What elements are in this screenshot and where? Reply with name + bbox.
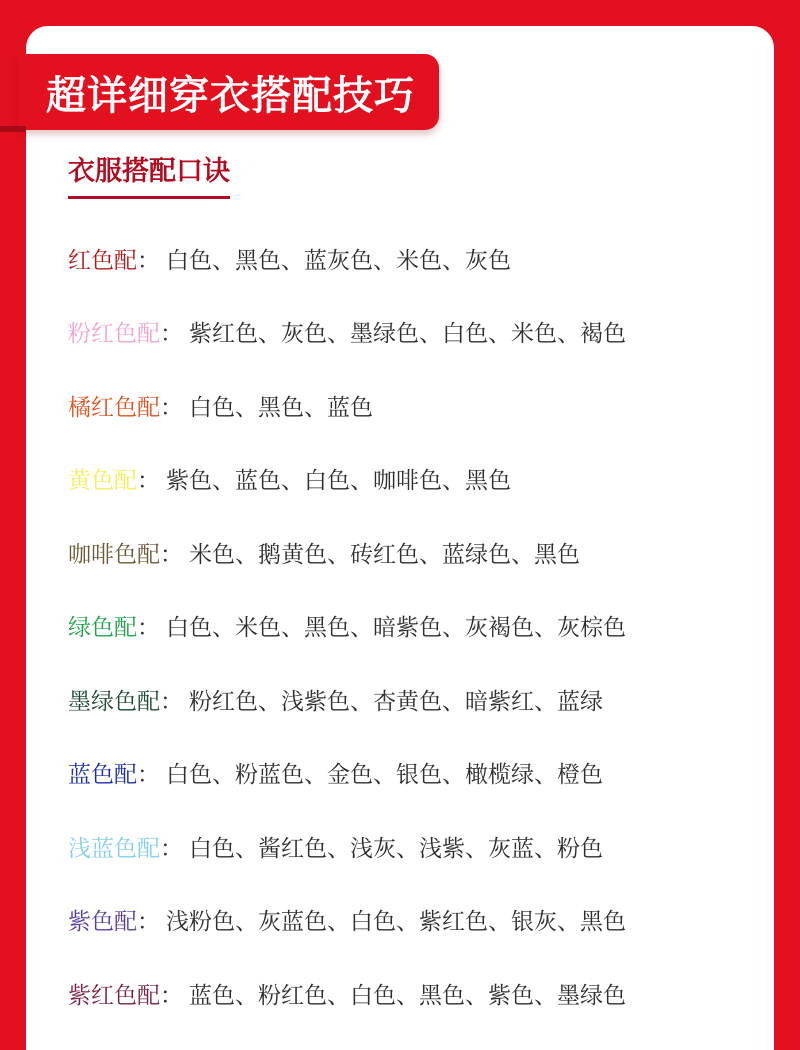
rule-colon: ： [160, 321, 183, 348]
section-heading: 衣服搭配口诀 [68, 152, 230, 199]
rule-label: 咖啡色配 [68, 541, 160, 568]
rule-label: 橘红色配 [68, 394, 160, 421]
banner-fold [0, 126, 26, 132]
rule-row [68, 224, 758, 298]
rule-matches: 粉红色、浅紫色、杏黄色、暗紫红、蓝绿 [189, 688, 603, 715]
rule-row [68, 812, 758, 886]
rule-label: 红色配 [68, 247, 137, 274]
rule-label: 蓝色配 [68, 762, 137, 789]
rule-label: 浅蓝色配 [68, 835, 160, 862]
rule-colon: ： [137, 909, 160, 936]
rule-row [68, 739, 758, 813]
rules-list [68, 224, 758, 1033]
rule-colon: ： [160, 688, 183, 715]
rule-matches: 白色、黑色、蓝色 [189, 394, 373, 421]
rule-colon: ： [137, 762, 160, 789]
rule-matches: 白色、黑色、蓝灰色、米色、灰色 [166, 247, 511, 274]
rule-row [68, 959, 758, 1033]
rule-colon: ： [137, 468, 160, 495]
rule-matches: 白色、粉蓝色、金色、银色、橄榄绿、橙色 [166, 762, 603, 789]
rule-matches: 蓝色、粉红色、白色、黑色、紫色、墨绿色 [189, 982, 626, 1009]
rule-row [68, 371, 758, 445]
rule-row [68, 886, 758, 960]
rule-label: 紫色配 [68, 909, 137, 936]
rule-label: 紫红色配 [68, 982, 160, 1009]
rule-matches: 浅粉色、灰蓝色、白色、紫红色、银灰、黑色 [166, 909, 626, 936]
rule-colon: ： [137, 247, 160, 274]
rule-label: 墨绿色配 [68, 688, 160, 715]
rule-colon: ： [160, 394, 183, 421]
rule-label: 黄色配 [68, 468, 137, 495]
rule-row [68, 665, 758, 739]
rule-row [68, 298, 758, 372]
rule-label: 粉红色配 [68, 321, 160, 348]
rule-matches: 白色、米色、黑色、暗紫色、灰褐色、灰棕色 [166, 615, 626, 642]
rule-row [68, 445, 758, 519]
content-card [26, 26, 774, 1050]
rule-matches: 米色、鹅黄色、砖红色、蓝绿色、黑色 [189, 541, 580, 568]
rule-colon: ： [160, 541, 183, 568]
rule-matches: 紫红色、灰色、墨绿色、白色、米色、褐色 [189, 321, 626, 348]
rule-matches: 紫色、蓝色、白色、咖啡色、黑色 [166, 468, 511, 495]
rule-colon: ： [160, 835, 183, 862]
rule-colon: ： [160, 982, 183, 1009]
rule-row [68, 518, 758, 592]
rule-row [68, 592, 758, 666]
rule-label: 绿色配 [68, 615, 137, 642]
rule-matches: 白色、酱红色、浅灰、浅紫、灰蓝、粉色 [189, 835, 603, 862]
page-title: 超详细穿衣搭配技巧 [46, 72, 415, 119]
title-banner [18, 54, 439, 130]
rule-colon: ： [137, 615, 160, 642]
